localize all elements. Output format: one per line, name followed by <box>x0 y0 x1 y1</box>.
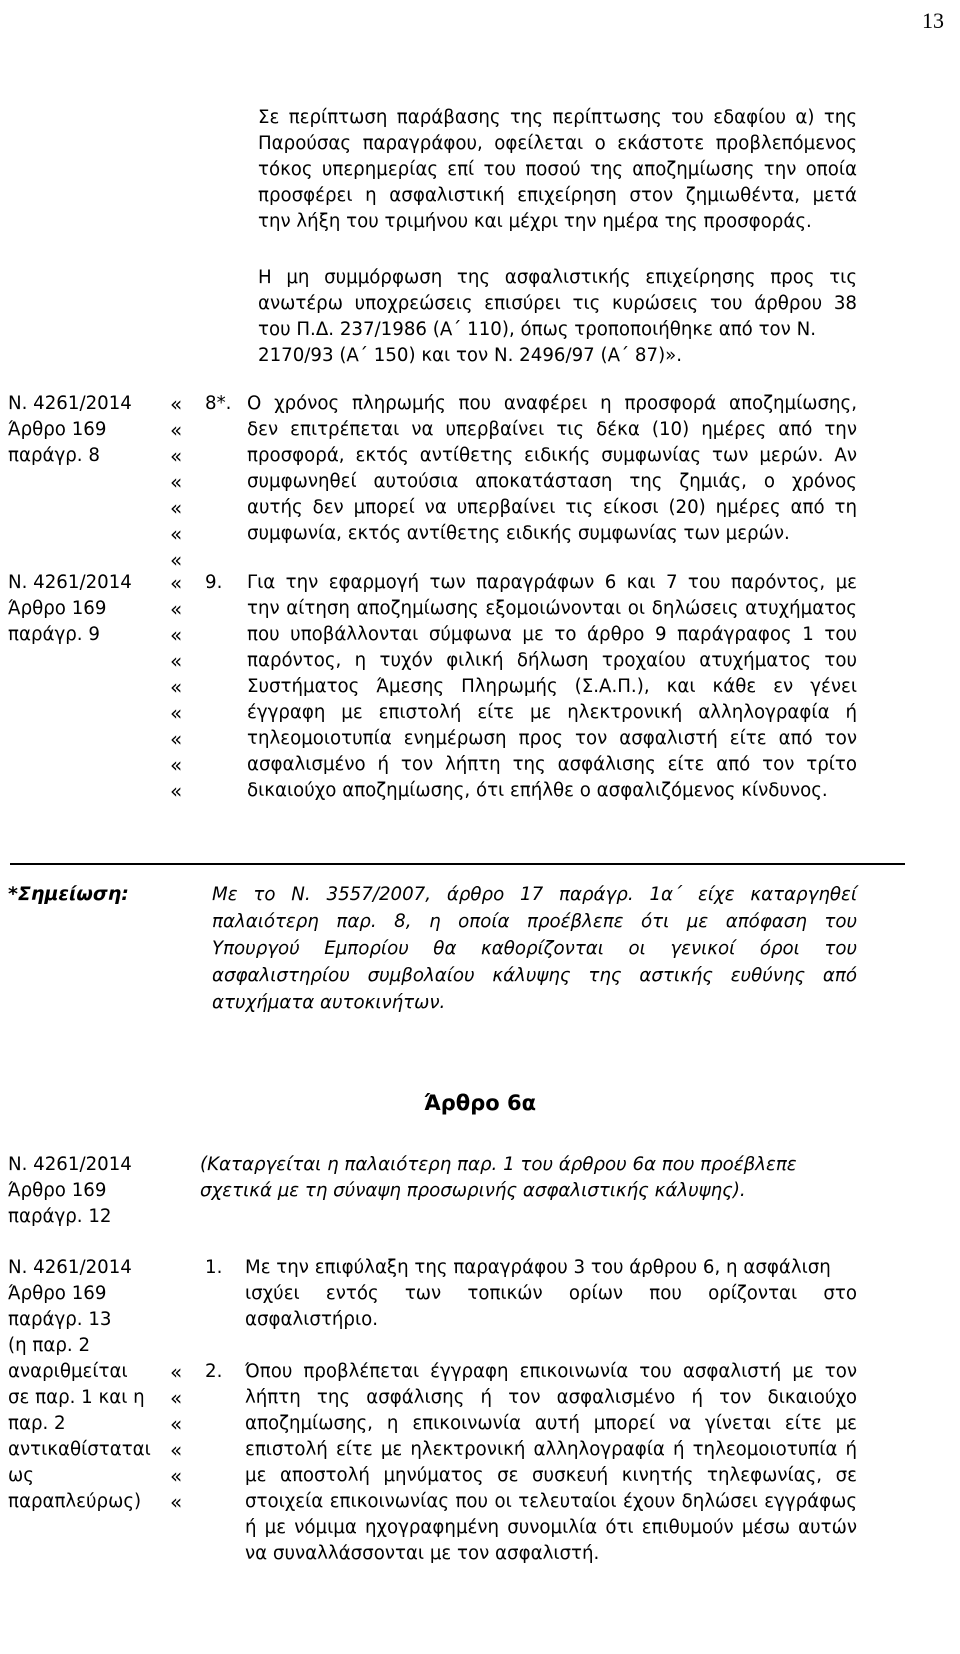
text-line: Για την εφαρμογή των παραγράφων 6 και 7 του παρόντος, με <box>247 572 857 593</box>
text-line: αποζημίωσης, η επικοινωνία αυτή μπορεί να γίνεται είτε με <box>245 1413 857 1434</box>
text-line: Με την επιφύλαξη της παραγράφου 3 του άρθρου 6, η ασφάλιση <box>245 1257 831 1278</box>
margin-note: Άρθρο 169 <box>8 1180 107 1201</box>
text-line: παρόντος, η τυχόν φιλική δήλωση τροχαίου ατυχήματος του <box>247 650 857 671</box>
text-line: με αποστολή μηνύματος σε συσκευή κινητής τηλεφωνίας, σε <box>245 1465 857 1486</box>
paragraph-number: 8*. <box>205 393 232 414</box>
text-line: προσφορά, εκτός αντίθετης ειδικής συμφωνίας των μερών. Αν <box>247 445 857 466</box>
margin-note: παραπλεύρως) <box>8 1491 142 1512</box>
margin-note: αναριθμείται <box>8 1361 128 1382</box>
note-line: Υπουργού Εμπορίου θα καθορίζονται οι γενικοί όροι του <box>212 938 857 959</box>
text-line: (Καταργείται η παλαιότερη παρ. 1 του άρθρου 6α που προέβλεπε <box>200 1154 797 1175</box>
article-title: Άρθρο 6α <box>423 1091 536 1115</box>
text-line: λήπτη της ασφάλισης ή τον ασφαλισμένο ή τον δικαιούχο <box>245 1387 857 1408</box>
note-line: ασφαλιστηρίου συμβολαίου κάλυψης της αστικής ευθύνης από <box>212 965 857 986</box>
text-line: σχετικά με τη σύναψη προσωρινής ασφαλιστικής κάλυψης). <box>200 1180 746 1201</box>
quote-mark: « <box>170 727 183 751</box>
quote-mark: « <box>170 496 183 520</box>
quote-mark: « <box>170 1412 183 1436</box>
margin-note: παράγρ. 9 <box>8 624 100 645</box>
text-line: 2170/93 (Α΄ 150) και τον Ν. 2496/97 (Α΄ 87)». <box>258 345 683 366</box>
text-line: Συστήματος Άμεσης Πληρωμής (Σ.Α.Π.), και κάθε εν γένει <box>247 676 857 697</box>
text-line: Σε περίπτωση παράβασης της περίπτωσης του εδαφίου α) της <box>258 107 857 128</box>
text-line: ισχύει εντός των τοπικών ορίων που ορίζονται στο <box>245 1283 857 1304</box>
text-line: την αίτηση αποζημίωσης εξομοιώνονται οι δηλώσεις ατυχήματος <box>247 598 857 619</box>
note-label: *Σημείωση: <box>8 883 129 905</box>
quote-mark: « <box>170 1360 183 1384</box>
note-line: παλαιότερη παρ. 8, η οποία προέβλεπε ότι με απόφαση του <box>212 911 857 932</box>
text-line: συμφωνία, εκτός αντίθετης ειδικής συμφωνίας των μερών. <box>247 523 790 544</box>
page-number: 13 <box>922 8 944 33</box>
text-line: Η μη συμμόρφωση της ασφαλιστικής επιχείρησης προς τις <box>258 267 857 288</box>
note-line: Με το Ν. 3557/2007, άρθρο 17 παράγρ. 1α΄ είχε καταργηθεί <box>212 884 857 905</box>
text-line: στοιχεία επικοινωνίας που οι τελευταίοι έχουν δηλώσει εγγράφως <box>245 1491 857 1512</box>
text-line: Ο χρόνος πληρωμής που αναφέρει η προσφορά αποζημίωσης, <box>247 393 857 414</box>
quote-mark: « <box>170 418 183 442</box>
margin-note: Άρθρο 169 <box>8 419 107 440</box>
margin-note: παράγρ. 12 <box>8 1206 112 1227</box>
paragraph-number: 9. <box>205 572 223 593</box>
quote-mark: « <box>170 701 183 725</box>
text-line: επιστολή είτε με ηλεκτρονική αλληλογραφία ή τηλεομοιοτυπία ή <box>245 1439 857 1460</box>
margin-note: παράγρ. 13 <box>8 1309 112 1330</box>
margin-note: Ν. 4261/2014 <box>8 572 132 593</box>
text-line: ασφαλισμένο ή τον λήπτη της ασφάλισης είτε από τον τρίτο <box>247 754 857 775</box>
horizontal-rule <box>10 863 905 865</box>
quote-mark: « <box>170 1438 183 1462</box>
quote-mark: « <box>170 444 183 468</box>
text-line: δεν επιτρέπεται να υπερβαίνει τις δέκα (10) ημέρες από την <box>247 419 857 440</box>
margin-note: παράγρ. 8 <box>8 445 100 466</box>
text-line: δικαιούχο αποζημίωσης, ότι επήλθε ο ασφαλιζόμενος κίνδυνος. <box>247 780 828 801</box>
margin-note: Ν. 4261/2014 <box>8 393 132 414</box>
text-line: έγγραφη με επιστολή είτε με ηλεκτρονική αλληλογραφία ή <box>247 702 857 723</box>
quote-mark: « <box>170 1386 183 1410</box>
quote-mark: « <box>170 675 183 699</box>
margin-note: Άρθρο 169 <box>8 1283 107 1304</box>
text-line: ή με νόμιμα ηχογραφημένη συνομιλία ότι επιθυμούν μέσω αυτών <box>245 1517 857 1538</box>
text-line: Όπου προβλέπεται έγγραφη επικοινωνία του ασφαλιστή με τον <box>245 1361 857 1382</box>
text-line: τόκος υπερημερίας επί του ποσού της αποζημίωσης την οποία <box>258 159 857 180</box>
quote-mark: « <box>170 1464 183 1488</box>
item-number: 1. <box>205 1257 223 1278</box>
item-number: 2. <box>205 1361 223 1382</box>
margin-note: ως <box>8 1465 34 1486</box>
quote-mark: « <box>170 548 183 572</box>
text-line: αυτής δεν μπορεί να υπερβαίνει τις είκοσι (20) ημέρες από τη <box>247 497 857 518</box>
text-line: ανωτέρω υποχρεώσεις επισύρει τις κυρώσεις του άρθρου 38 <box>258 293 857 314</box>
quote-mark: « <box>170 522 183 546</box>
quote-mark: « <box>170 779 183 803</box>
text-line: τηλεομοιοτυπία ενημέρωση προς τον ασφαλιστή είτε από τον <box>247 728 857 749</box>
text-line: προσφέρει η ασφαλιστική επιχείρηση στον ζημιωθέντα, μετά <box>258 185 857 206</box>
margin-note: Ν. 4261/2014 <box>8 1154 132 1175</box>
quote-mark: « <box>170 753 183 777</box>
quote-mark: « <box>170 392 183 416</box>
note-line: ατυχήματα αυτοκινήτων. <box>212 992 446 1013</box>
quote-mark: « <box>170 649 183 673</box>
text-line: του Π.Δ. 237/1986 (Α΄ 110), όπως τροποποιήθηκε από τον Ν. <box>258 319 816 340</box>
margin-note: (η παρ. 2 <box>8 1335 91 1356</box>
margin-note: σε παρ. 1 και η <box>8 1387 145 1408</box>
text-line: που υποβάλλονται σύμφωνα με το άρθρο 9 παράγραφος 1 του <box>247 624 857 645</box>
margin-note: Άρθρο 169 <box>8 598 107 619</box>
quote-mark: « <box>170 571 183 595</box>
quote-mark: « <box>170 597 183 621</box>
margin-note: παρ. 2 <box>8 1413 66 1434</box>
text-line: συμφωνηθεί αυτούσια αποκατάσταση της ζημιάς, ο χρόνος <box>247 471 857 492</box>
quote-mark: « <box>170 1490 183 1514</box>
text-line: ασφαλιστήριο. <box>245 1309 379 1330</box>
margin-note: αντικαθίσταται <box>8 1439 151 1460</box>
text-line: Παρούσας παραγράφου, οφείλεται ο εκάστοτε προβλεπόμενος <box>258 133 857 154</box>
margin-note: Ν. 4261/2014 <box>8 1257 132 1278</box>
quote-mark: « <box>170 623 183 647</box>
quote-mark: « <box>170 470 183 494</box>
text-line: να συναλλάσσονται με τον ασφαλιστή. <box>245 1543 600 1564</box>
text-line: την λήξη του τριμήνου και μέχρι την ημέρα της προσφοράς. <box>258 211 812 232</box>
